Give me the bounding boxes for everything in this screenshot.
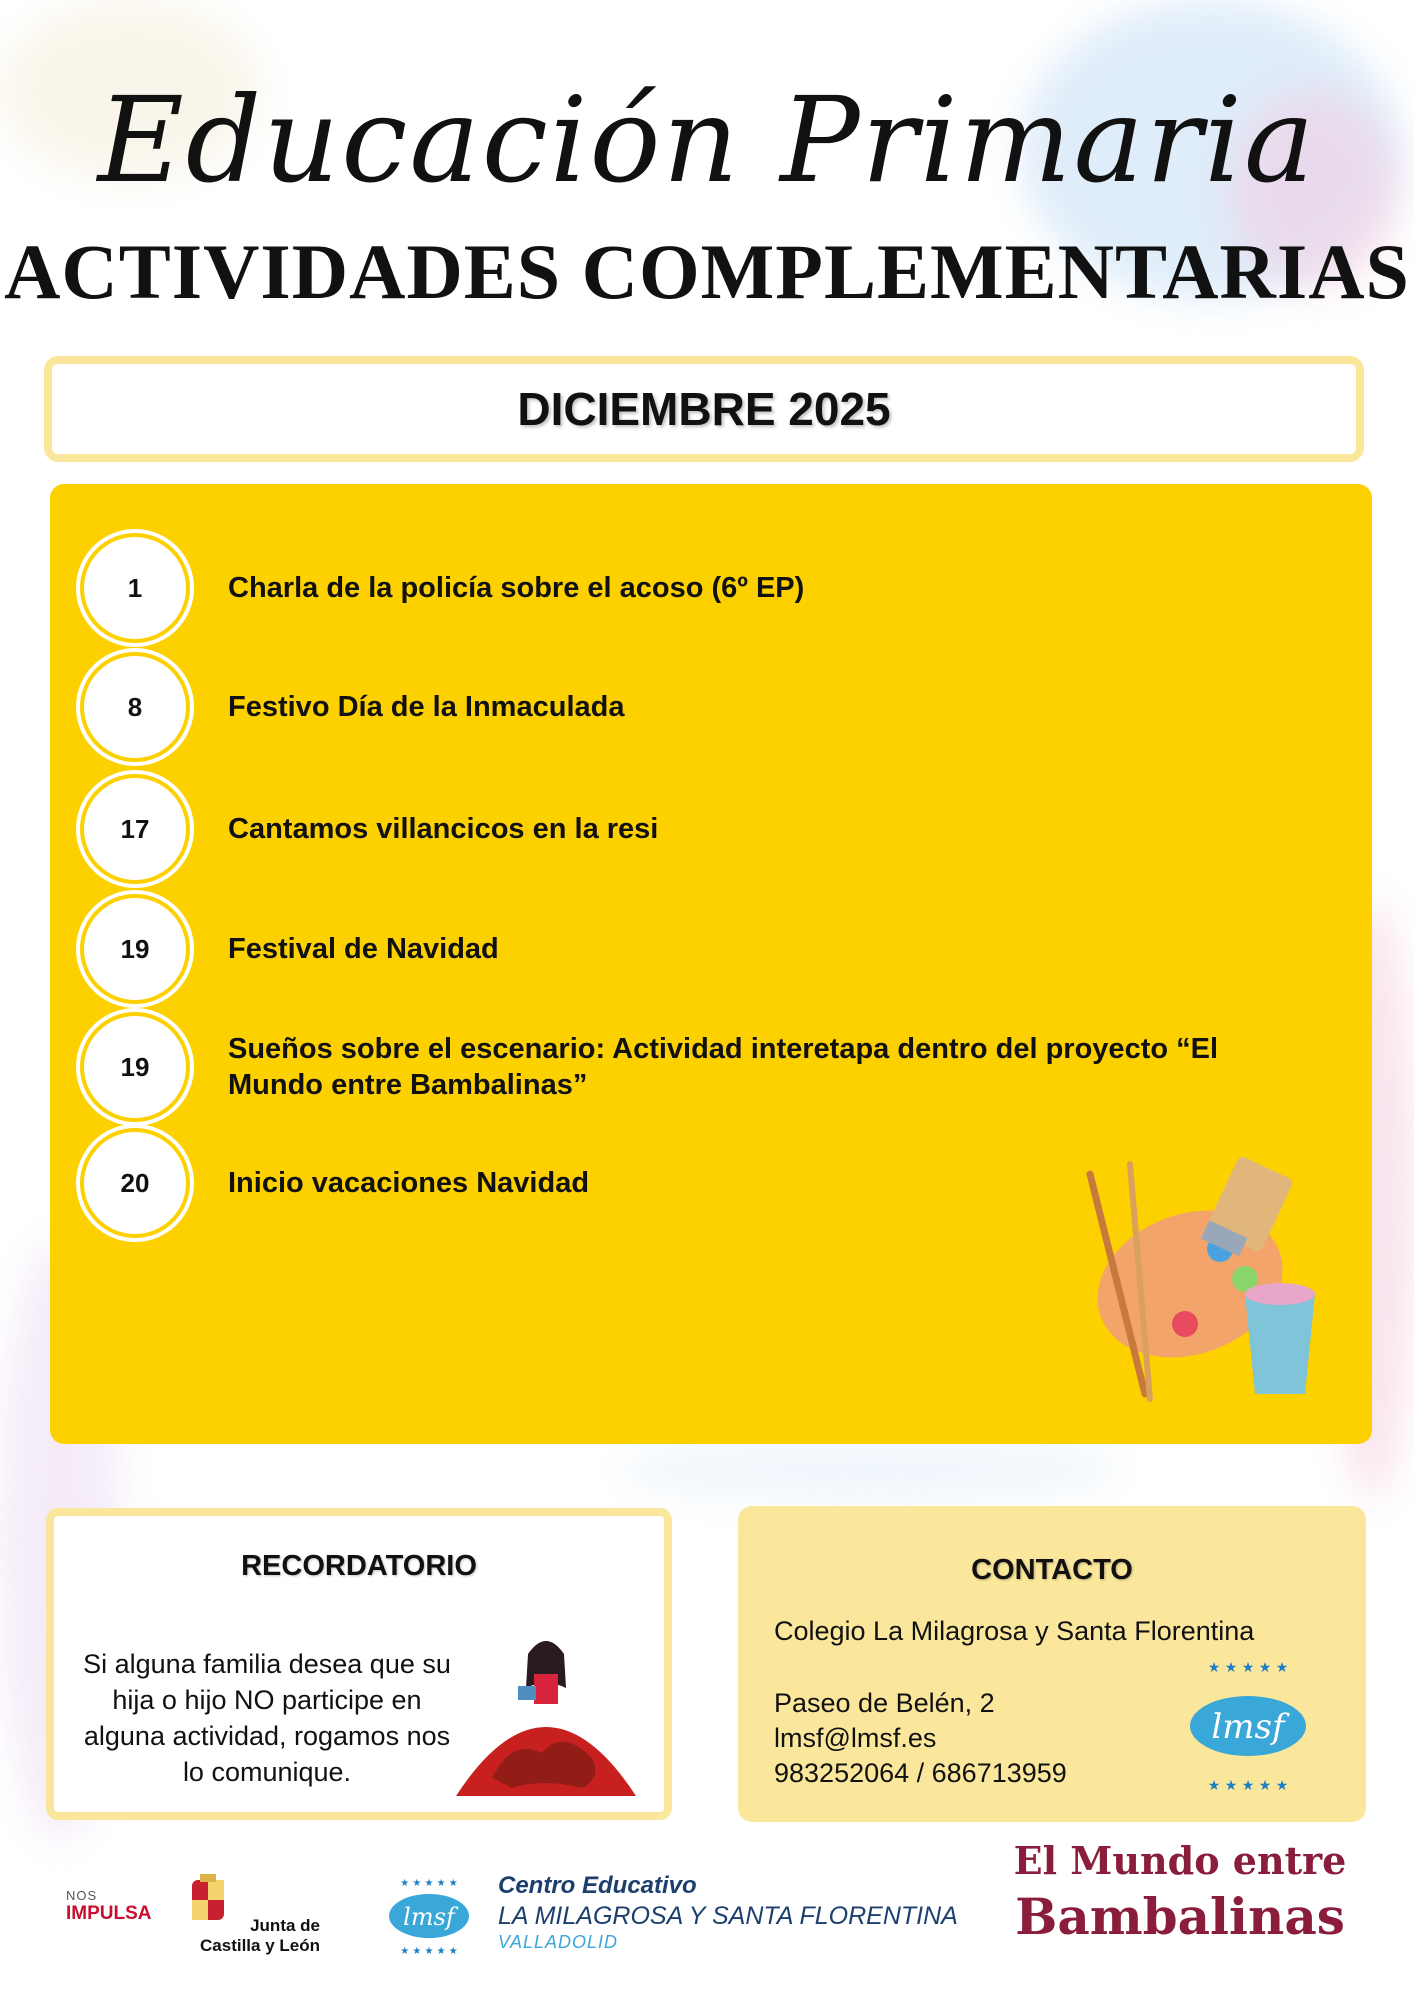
castilla-label: Castilla y León	[200, 1936, 320, 1955]
svg-text:★ ★ ★ ★ ★: ★ ★ ★ ★ ★	[1207, 1660, 1289, 1676]
school-line3: VALLADOLID	[498, 1932, 619, 1952]
reminder-title: RECORDATORIO	[241, 1550, 477, 1582]
reminder-box	[46, 1508, 672, 1820]
contact-phones: 983252064 / 686713959	[774, 1758, 1067, 1788]
day-badge: 19	[84, 898, 186, 1000]
lmsf-logo	[1168, 1654, 1328, 1794]
day-badge: 8	[84, 656, 186, 758]
event-text: Sueños sobre el escenario: Actividad interetapa dentro del proyecto “El Mundo entre Bambalinas”	[228, 1033, 1219, 1101]
contact-email[interactable]: lmsf@lmsf.es	[774, 1723, 937, 1753]
contact-school: Colegio La Milagrosa y Santa Florentina	[774, 1616, 1255, 1646]
paint-palette-icon	[1070, 1154, 1340, 1414]
nos-label: NOS	[66, 1888, 98, 1903]
paint-splash	[620, 1440, 1120, 1500]
event-row	[84, 656, 1248, 758]
junta-castilla-leon-logo	[180, 1874, 320, 1954]
reminder-text: Si alguna familia desea que su hija o hijo NO participe en alguna actividad, rogamos nos lo comunique.	[83, 1649, 451, 1787]
day-badge: 1	[84, 537, 186, 639]
event-text: Cantamos villancicos en la resi	[228, 813, 659, 845]
events-panel	[50, 484, 1372, 1444]
event-row	[84, 1016, 1248, 1118]
stage-illustration-icon	[452, 1628, 640, 1798]
day-badge: 20	[84, 1132, 186, 1234]
contact-address: Paseo de Belén, 2	[774, 1688, 995, 1718]
event-text: Festival de Navidad	[228, 933, 499, 965]
school-line2: LA MILAGROSA Y SANTA FLORENTINA	[498, 1902, 958, 1930]
lmsf-small-logo	[374, 1872, 484, 1956]
svg-text:★ ★ ★ ★ ★: ★ ★ ★ ★ ★	[400, 1946, 458, 1956]
school-line1: Centro Educativo	[498, 1872, 697, 1899]
svg-text:★ ★ ★ ★ ★: ★ ★ ★ ★ ★	[400, 1878, 458, 1889]
month-banner	[44, 356, 1364, 462]
day-badge: 19	[84, 1016, 186, 1118]
project-line2: Bambalinas	[1015, 1887, 1345, 1946]
lmsf-small-logo-text: lmsf	[403, 1903, 455, 1931]
contact-box	[738, 1506, 1366, 1822]
event-row	[84, 778, 1248, 880]
nos-impulsa-logo	[66, 1888, 176, 1938]
event-row	[84, 898, 1248, 1000]
month-label: DICIEMBRE 2025	[517, 383, 891, 435]
impulsa-label: IMPULSA	[66, 1903, 152, 1924]
svg-text:★ ★ ★ ★ ★: ★ ★ ★ ★ ★	[1207, 1778, 1289, 1794]
school-footer-logo	[374, 1866, 974, 1956]
lmsf-logo-text: lmsf	[1211, 1707, 1285, 1747]
event-row	[84, 537, 1248, 639]
contact-title: CONTACTO	[971, 1554, 1133, 1586]
event-text: Festivo Día de la Inmaculada	[228, 691, 625, 723]
day-badge: 17	[84, 778, 186, 880]
project-logo	[990, 1836, 1370, 1966]
project-line1: El Mundo entre	[1013, 1838, 1347, 1883]
script-title: Educación Primaria	[97, 71, 1317, 209]
event-text: Charla de la policía sobre el acoso (6º EP)	[228, 572, 805, 604]
page-title: ACTIVIDADES COMPLEMENTARIAS	[4, 228, 1410, 315]
event-text: Inicio vacaciones Navidad	[228, 1167, 590, 1199]
junta-label: Junta de	[250, 1916, 320, 1935]
